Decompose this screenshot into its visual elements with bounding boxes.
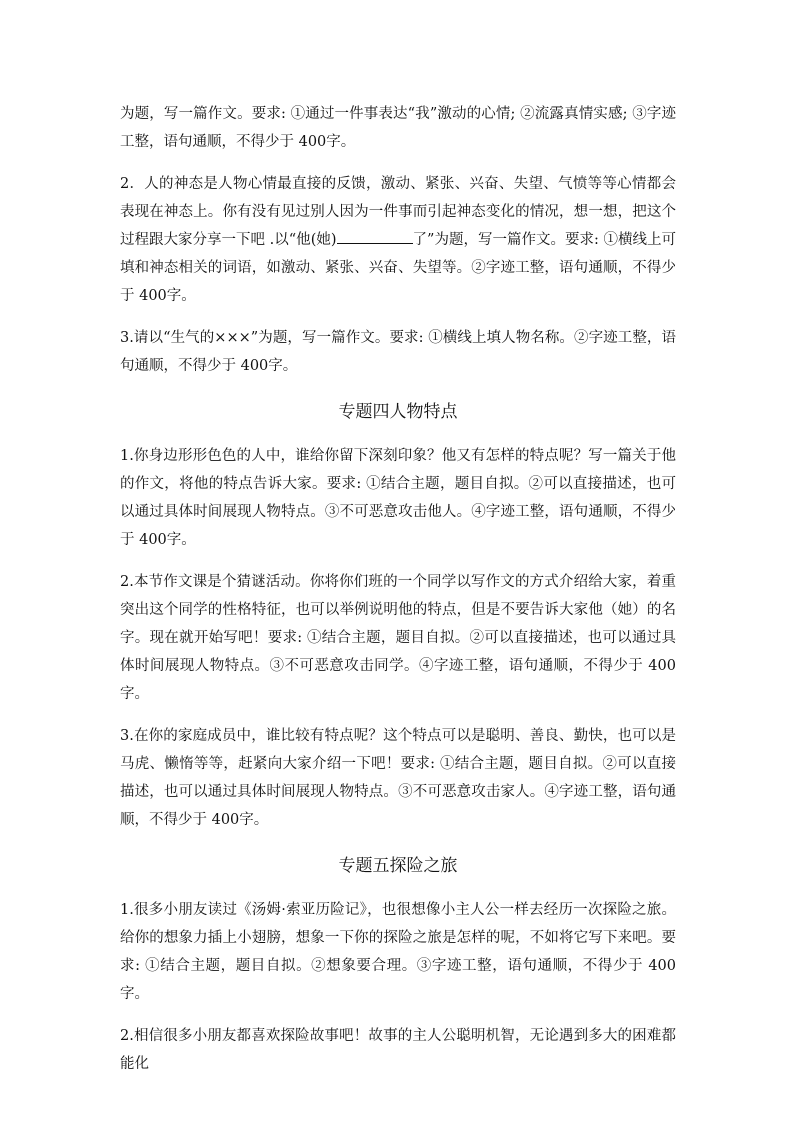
paragraph-section3-item2-part2: 了”为题，写一篇作文。要求: ①横线上可填和神态相关的词语，如激动、紧张、兴奋、失望等。②字迹工整，语句通顺，不得少于 400字。	[120, 232, 676, 304]
paragraph-section4-item3: 3.在你的家庭成员中，谁比较有特点呢？这个特点可以是聪明、善良、勤快，也可以是马虎、懒惰等等，赶紧向大家介绍一下吧！要求: ①结合主题，题目自拟。②可以直接描述，也可以通过具体时间展现人物特点。③不可恶意攻击家人。④字迹工整，语句通顺，不得少于 400字。	[120, 728, 676, 828]
paragraph-section4-item1: 1.你身边形形色色的人中，谁给你留下深刻印象？他又有怎样的特点呢？写一篇关于他的作文，将他的特点告诉大家。要求: ①结合主题，题目自拟。②可以直接描述，也可以通过具体时间展现人物特点。③不可恶意攻击他人。④字迹工整，语句通顺，不得少于 400字。	[120, 448, 676, 548]
section-title-4: 专题四人物特点	[338, 402, 458, 422]
paragraph-section3-item2-part1: 2．人的神态是人物心情最直接的反馈，激动、紧张、兴奋、失望、气愤等等心情都会表现在神态上。你有没有见过别人因为一件事而引起神态变化的情况，想一想，把这个过程跟大家分享一下吧 .以“他(她)	[120, 176, 676, 248]
paragraph-section5-item1: 1.很多小朋友读过《汤姆·索亚历险记》，也很想像小主人公一样去经历一次探险之旅。给你的想象力插上小翅膀，想象一下你的探险之旅是怎样的呢，不如将它写下来吧。要求: ①结合主题，题目自拟。②想象要合理。③字迹工整，语句通顺，不得少于 400字。	[120, 902, 676, 1002]
document-page	[120, 100, 676, 1092]
fill-in-blank-line	[337, 229, 413, 244]
paragraph-section4-item2: 2.本节作文课是个猜谜活动。你将你们班的一个同学以写作文的方式介绍给大家，着重突出这个同学的性格特征，也可以举例说明他的特点，但是不要告诉大家他（她）的名字。现在就开始写吧！要求: ①结合主题，题目自拟。②可以直接描述，也可以通过具体时间展现人物特点。③不可恶意攻击同学。④字迹工整，语句通顺，不得少于 400字。	[120, 574, 676, 702]
paragraph-section3-item2	[120, 170, 676, 310]
paragraph-section3-item3: 3.请以“生气的×××”为题，写一篇作文。要求: ①横线上填人物名称。②字迹工整，语句通顺，不得少于 400字。	[120, 330, 676, 374]
section-title-5: 专题五探险之旅	[338, 856, 458, 876]
paragraph-section5-item2: 2.相信很多小朋友都喜欢探险故事吧！故事的主人公聪明机智，无论遇到多大的困难都能化	[120, 1028, 676, 1072]
paragraph-section3-item1-tail: 为题，写一篇作文。要求: ①通过一件事表达“我”激动的心情; ②流露真情实感; ③字迹工整，语句通顺，不得少于 400字。	[120, 106, 676, 150]
